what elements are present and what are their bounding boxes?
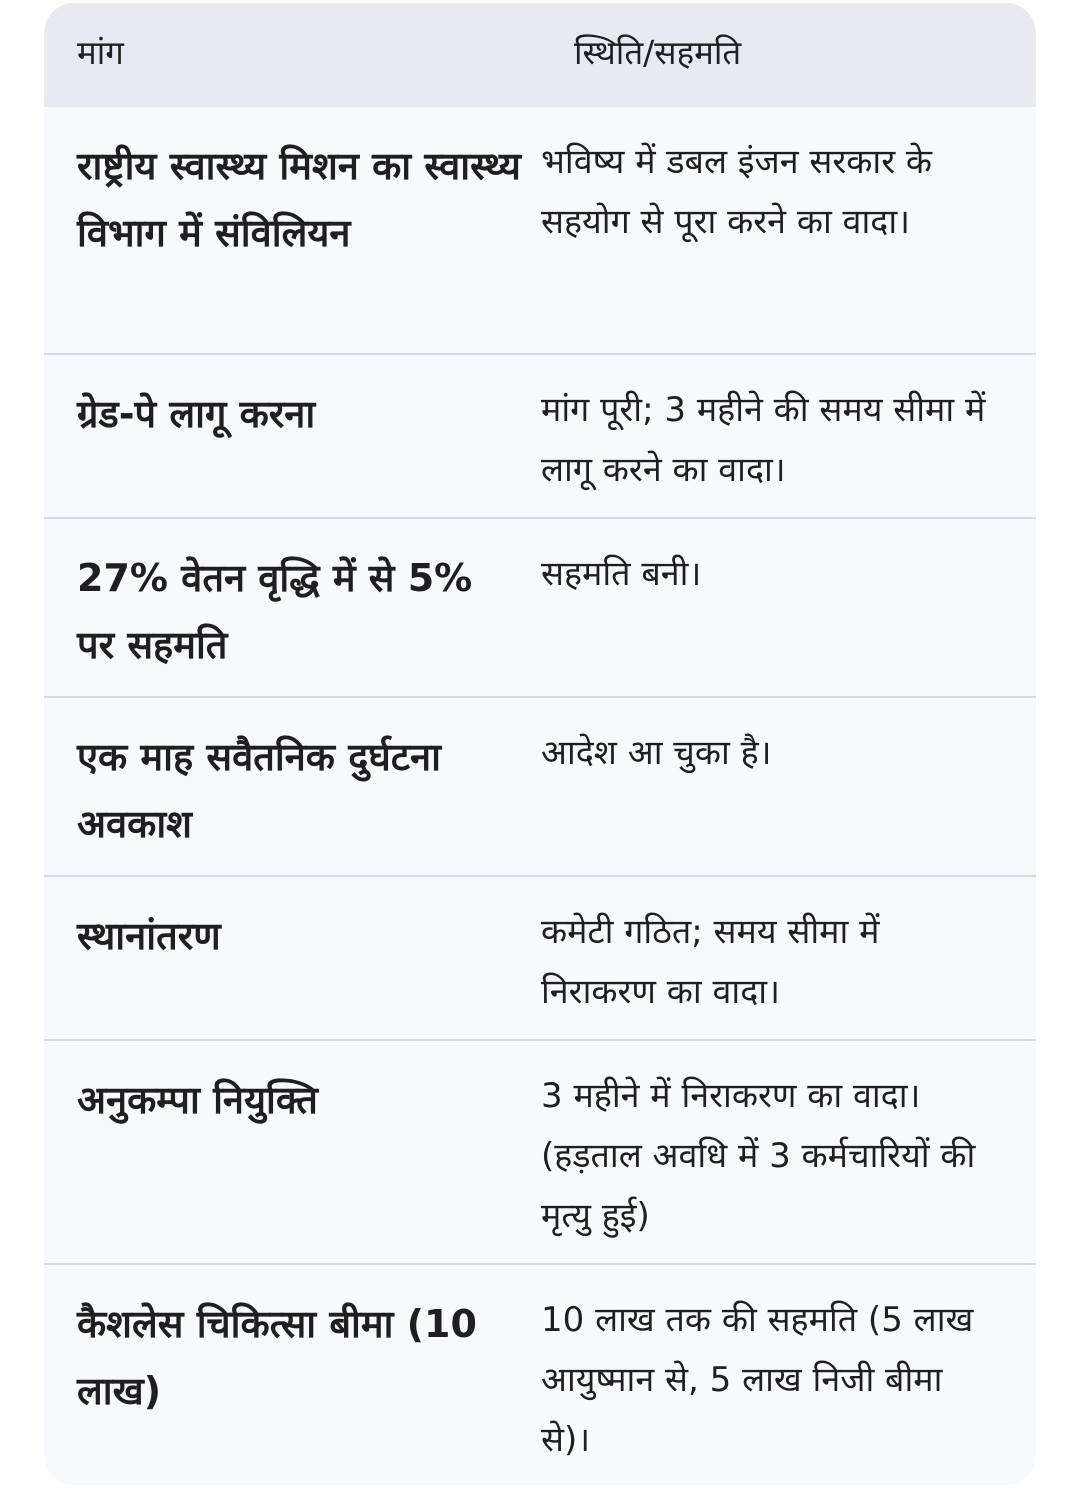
column-header-demand: मांग: [77, 32, 124, 72]
demand-cell: 27% वेतन वृद्धि में से 5% पर सहमति: [77, 556, 473, 667]
table-body: [44, 107, 1036, 1485]
demand-cell: राष्ट्रीय स्वास्थ्य मिशन का स्वास्थ्य विभाग में संविलियन: [77, 144, 521, 255]
demand-cell: कैशलेस चिकित्सा बीमा (10 लाख): [77, 1302, 477, 1413]
column-header-status: स्थिति/सहमति: [574, 32, 742, 72]
demand-cell: अनुकम्पा नियुक्ति: [77, 1078, 318, 1122]
status-cell: 10 लाख तक की सहमति (5 लाख आयुष्मान से, 5 लाख निजी बीमा से)।: [541, 1300, 974, 1460]
table-row: [44, 519, 1036, 698]
status-cell: सहमति बनी।: [541, 554, 702, 594]
demand-cell: स्थानांतरण: [77, 914, 221, 958]
status-cell: कमेटी गठित; समय सीमा में निराकरण का वादा।: [541, 912, 880, 1012]
demand-cell: एक माह सवैतनिक दुर्घटना अवकाश: [77, 735, 441, 846]
table-row: [44, 107, 1036, 355]
table-row: [44, 1041, 1036, 1265]
demands-table: [44, 3, 1036, 1485]
status-cell: 3 महीने में निराकरण का वादा। (हड़ताल अवधि में 3 कर्मचारियों की मृत्यु हुई): [541, 1076, 976, 1236]
table-row: [44, 1265, 1036, 1485]
status-cell: मांग पूरी; 3 महीने की समय सीमा में लागू करने का वादा।: [541, 390, 986, 490]
demand-cell: ग्रेड-पे लागू करना: [77, 392, 316, 436]
table-header-row: [44, 3, 1036, 107]
table-row: [44, 698, 1036, 877]
status-cell: भविष्य में डबल इंजन सरकार के सहयोग से पूरा करने का वादा।: [541, 142, 933, 242]
status-cell: आदेश आ चुका है।: [541, 733, 772, 773]
table-row: [44, 355, 1036, 519]
table-row: [44, 877, 1036, 1041]
